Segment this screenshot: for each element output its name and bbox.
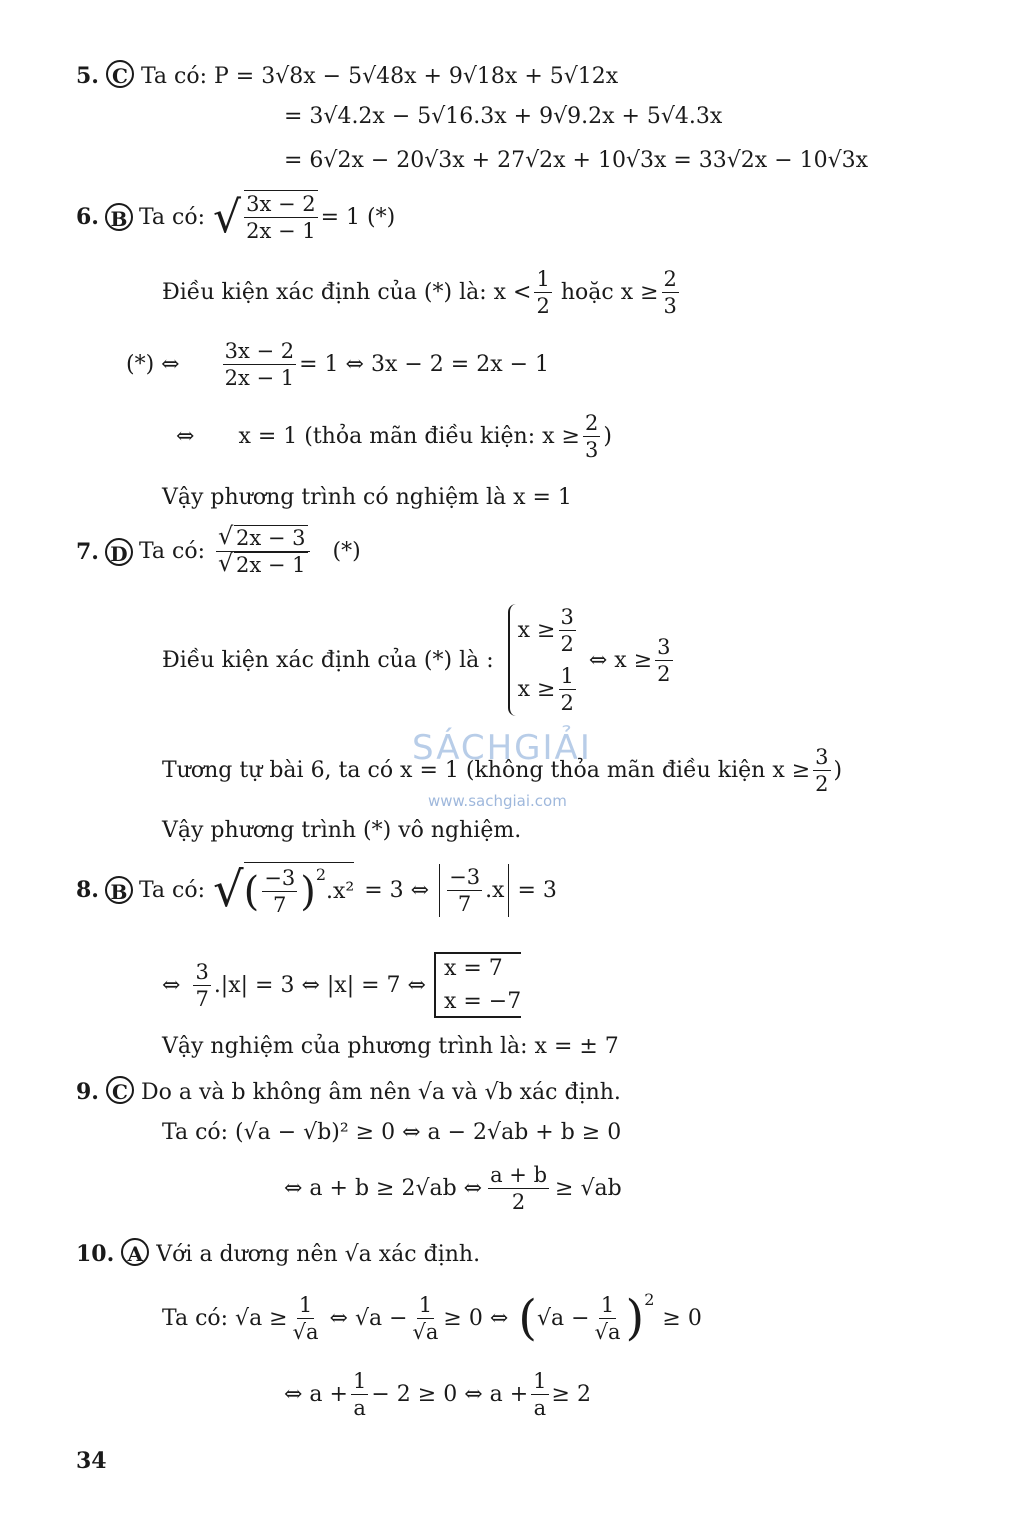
fraction-denominator: √a bbox=[594, 1319, 621, 1344]
problem-6-step-2 bbox=[176, 410, 612, 463]
answer-circle: B bbox=[105, 876, 133, 904]
condition-or: hoặc x ≥ bbox=[560, 280, 659, 305]
system-lhs: x ≥ bbox=[517, 677, 556, 702]
radicand-group bbox=[244, 862, 355, 918]
problem-7-conclusion: Vậy phương trình (*) vô nghiệm. bbox=[162, 818, 522, 843]
step-rest: ≥ √ab bbox=[555, 1176, 622, 1201]
fraction-denominator: 2 bbox=[815, 772, 829, 796]
step-lead: ⇔ a + b ≥ 2√ab ⇔ bbox=[284, 1176, 483, 1201]
step-lead: (*) ⇔ bbox=[126, 352, 180, 377]
answer-circle: C bbox=[106, 1076, 134, 1104]
fraction-denominator: 3 bbox=[584, 438, 599, 462]
problem-number: 7. bbox=[76, 538, 99, 565]
fraction-denominator: 2x − 1 bbox=[224, 366, 295, 390]
fraction bbox=[655, 634, 672, 687]
problem-7-condition bbox=[162, 604, 676, 716]
exponent: 2 bbox=[315, 865, 326, 884]
fraction bbox=[559, 604, 576, 657]
step-lead: Ta có: √a ≥ bbox=[162, 1305, 288, 1331]
fraction bbox=[662, 266, 679, 319]
fraction-numerator: 1 bbox=[418, 1292, 433, 1317]
radical-sign: √ bbox=[213, 862, 244, 918]
equation-rhs: = 3 ⇔ bbox=[364, 877, 430, 903]
problem-6-step-1 bbox=[126, 338, 549, 391]
fraction bbox=[262, 865, 297, 918]
fraction-denominator: 2x − 1 bbox=[246, 219, 316, 243]
problem-8-equation bbox=[76, 862, 557, 918]
step-mid: ⇔ √a − bbox=[329, 1305, 408, 1331]
condition-result: ⇔ x ≥ bbox=[588, 647, 653, 673]
problem-6-condition bbox=[162, 266, 682, 319]
step-rest: .|x| = 3 ⇔ |x| = 7 ⇔ bbox=[213, 972, 426, 998]
problem-5-line-3: = 6√2x − 20√3x + 27√2x + 10√3x = 33√2x − 10√3x bbox=[284, 148, 869, 173]
step-close: ) bbox=[603, 424, 612, 449]
answer-circle: D bbox=[105, 538, 133, 566]
problem-7-similar bbox=[162, 744, 842, 797]
problem-number: 8. bbox=[76, 877, 99, 903]
fraction-denominator: 7 bbox=[195, 986, 209, 1011]
watermark-url: www.sachgiai.com bbox=[428, 792, 567, 810]
problem-5-line-2: = 3√4.2x − 5√16.3x + 9√9.2x + 5√4.3x bbox=[284, 104, 723, 129]
fraction-denominator bbox=[216, 552, 310, 578]
abs-rhs: = 3 bbox=[517, 877, 557, 903]
step-rest: = 1 ⇔ 3x − 2 = 2x − 1 bbox=[299, 352, 550, 377]
similar-text: Tương tự bài 6, ta có x = 1 (không thỏa mãn điều kiện x ≥ bbox=[162, 758, 811, 783]
problem-6-conclusion: Vậy phương trình có nghiệm là x = 1 bbox=[162, 485, 572, 510]
fraction-denominator: 2 bbox=[657, 661, 671, 686]
step-end: ≥ 0 bbox=[662, 1305, 702, 1331]
fraction-numerator: a + b bbox=[490, 1163, 548, 1187]
statement-text: Với a dương nên √a xác định. bbox=[156, 1242, 481, 1267]
paren-open: ( bbox=[518, 1290, 538, 1346]
problem-10-line-1 bbox=[76, 1238, 480, 1267]
problem-number: 5. bbox=[76, 63, 99, 89]
fraction bbox=[559, 663, 576, 716]
equation-star: (*) bbox=[332, 539, 361, 564]
problem-9-line-1 bbox=[76, 1076, 621, 1105]
exponent: 2 bbox=[644, 1290, 655, 1309]
fraction-denominator: 2 bbox=[536, 294, 550, 318]
paren-close: ) bbox=[300, 868, 316, 915]
solution-1: x = 7 bbox=[443, 956, 503, 981]
step-lead: ⇔ a + bbox=[284, 1382, 348, 1407]
fraction-numerator: 1 bbox=[352, 1369, 367, 1393]
fraction bbox=[534, 266, 551, 319]
fraction bbox=[193, 959, 210, 1012]
fraction bbox=[813, 744, 830, 797]
fraction-numerator: −3 bbox=[449, 864, 481, 889]
fraction-numerator: 3 bbox=[560, 605, 574, 629]
step-text: x = 1 (thỏa mãn điều kiện: x ≥ bbox=[238, 424, 580, 449]
problem-8-conclusion: Vậy nghiệm của phương trình là: x = ± 7 bbox=[162, 1034, 619, 1059]
equation-text: Ta có: P = 3√8x − 5√48x + 9√18x + 5√12x bbox=[140, 64, 619, 89]
fraction bbox=[583, 410, 600, 463]
fraction-numerator: 3 bbox=[195, 959, 209, 984]
paren-close: ) bbox=[625, 1290, 645, 1346]
fraction-denominator: a bbox=[353, 1396, 366, 1420]
watermark-logo: SÁCHGIẢI bbox=[412, 728, 592, 768]
step-lead: ⇔ bbox=[176, 424, 195, 449]
fraction-denominator: 2 bbox=[560, 632, 574, 656]
fraction-denominator: 2 bbox=[511, 1190, 526, 1214]
step-mid: − 2 ≥ 0 ⇔ a + bbox=[371, 1382, 529, 1407]
fraction-denominator: 2 bbox=[560, 691, 574, 715]
problem-8-step bbox=[162, 952, 521, 1018]
abs-x: .x bbox=[485, 877, 505, 903]
answer-circle: A bbox=[121, 1238, 149, 1266]
problem-5-line-1 bbox=[76, 60, 618, 89]
fraction bbox=[291, 1292, 321, 1345]
step-mid-2: ≥ 0 ⇔ bbox=[443, 1305, 509, 1331]
fraction-numerator: 1 bbox=[298, 1292, 313, 1317]
answer-circle: B bbox=[105, 203, 133, 231]
problem-9-line-2: Ta có: (√a − √b)² ≥ 0 ⇔ a − 2√ab + b ≥ 0 bbox=[162, 1120, 622, 1145]
absolute-value bbox=[439, 864, 509, 917]
radical-sign: √ bbox=[213, 191, 242, 243]
system-row bbox=[518, 604, 579, 657]
fraction-numerator bbox=[216, 525, 310, 552]
fraction-denominator: 7 bbox=[273, 893, 287, 917]
system-row bbox=[518, 663, 579, 716]
system-lhs: x ≥ bbox=[517, 618, 556, 643]
paren-open: ( bbox=[243, 868, 260, 915]
system-brace bbox=[508, 604, 579, 716]
paren-lead: √a − bbox=[537, 1305, 590, 1331]
sqrt bbox=[218, 552, 308, 578]
fraction bbox=[531, 1368, 548, 1421]
fraction-denominator: 7 bbox=[457, 891, 472, 916]
fraction-numerator: 1 bbox=[536, 267, 550, 291]
fraction-numerator: 1 bbox=[600, 1292, 615, 1317]
fraction bbox=[216, 525, 310, 578]
intro-text: Ta có: bbox=[138, 539, 206, 564]
fraction-numerator: −3 bbox=[264, 866, 296, 890]
problem-number: 10. bbox=[76, 1241, 115, 1267]
intro-text: Ta có: bbox=[138, 877, 206, 903]
fraction-numerator: 2 bbox=[584, 411, 599, 435]
equation-rhs: = 1 (*) bbox=[320, 204, 396, 230]
fraction bbox=[488, 1162, 549, 1215]
sqrt bbox=[218, 525, 308, 551]
step-end: ≥ 2 bbox=[551, 1382, 591, 1407]
problem-10-line-3 bbox=[284, 1368, 591, 1421]
page-number: 34 bbox=[76, 1448, 107, 1474]
fraction bbox=[447, 864, 482, 917]
fraction-numerator: 3x − 2 bbox=[246, 192, 316, 216]
fraction-denominator: a bbox=[533, 1396, 547, 1420]
fraction bbox=[411, 1292, 441, 1345]
problem-6-equation bbox=[76, 190, 395, 244]
problem-7-equation bbox=[76, 525, 361, 578]
problem-number: 9. bbox=[76, 1079, 99, 1105]
answer-circle: C bbox=[106, 60, 134, 88]
fraction-denominator: 3 bbox=[663, 294, 677, 318]
fraction-denominator: √a bbox=[292, 1319, 319, 1344]
fraction-numerator: 3 bbox=[657, 634, 671, 659]
fraction-numerator: 3 bbox=[815, 745, 829, 769]
radicand: 2x − 1 bbox=[236, 553, 306, 577]
fraction-denominator: √a bbox=[412, 1319, 439, 1344]
fraction-numerator: 1 bbox=[533, 1369, 547, 1393]
problem-number: 6. bbox=[76, 204, 99, 230]
solution-bracket bbox=[434, 952, 521, 1018]
radicand: 2x − 3 bbox=[236, 526, 306, 550]
solution-2: x = −7 bbox=[443, 989, 522, 1014]
problem-9-line-3 bbox=[284, 1162, 622, 1215]
statement-text: Do a và b không âm nên √a và √b xác định. bbox=[140, 1080, 621, 1105]
fraction-numerator: 1 bbox=[560, 664, 574, 688]
similar-close: ) bbox=[833, 758, 843, 783]
step-lead: ⇔ bbox=[162, 972, 181, 998]
intro-text: Ta có: bbox=[138, 204, 206, 230]
fraction bbox=[593, 1292, 623, 1345]
condition-text: Điều kiện xác định của (*) là: x < bbox=[162, 280, 532, 305]
fraction-numerator: 2 bbox=[663, 267, 677, 291]
fraction-numerator: 3x − 2 bbox=[224, 339, 295, 363]
problem-10-line-2 bbox=[162, 1290, 702, 1346]
condition-text: Điều kiện xác định của (*) là : bbox=[162, 647, 494, 673]
x-squared: .x² bbox=[326, 879, 355, 904]
fraction bbox=[244, 190, 318, 244]
fraction bbox=[223, 338, 297, 391]
fraction bbox=[351, 1368, 368, 1421]
